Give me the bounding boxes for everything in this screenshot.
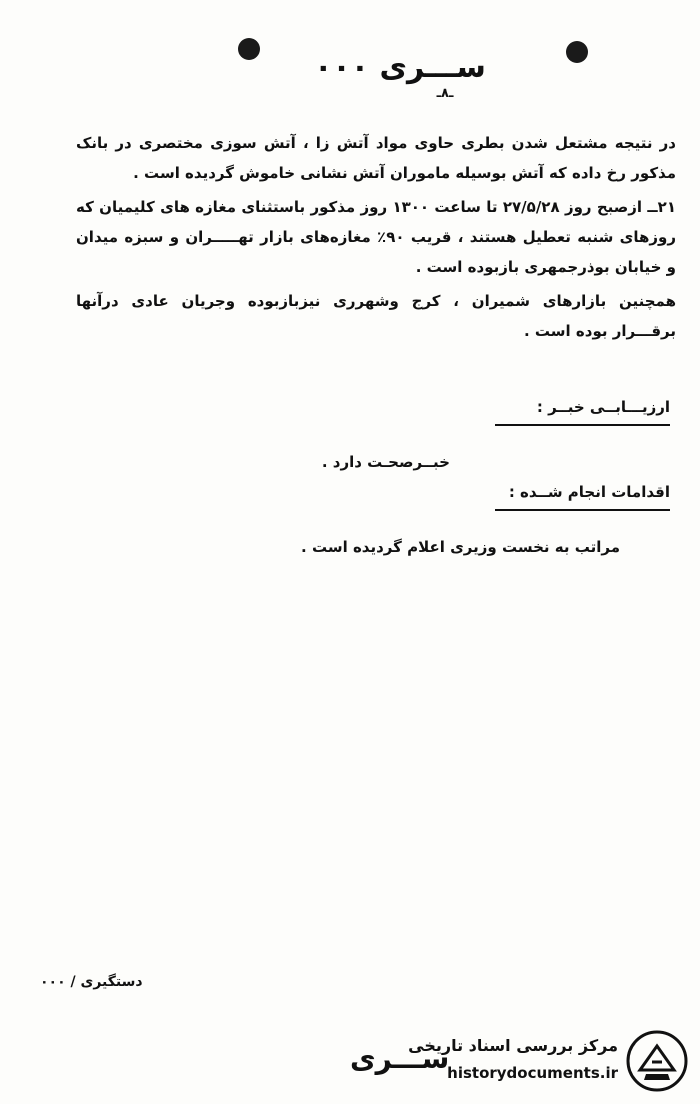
document-body <box>76 128 676 346</box>
evaluation-heading: ارزیـــابــی خبــر : <box>495 398 670 426</box>
actions-text: مراتب به نخست وزیری اعلام گردیده است . <box>301 538 620 556</box>
footer-classification: ســـری <box>350 1042 450 1075</box>
paragraph-other-bazaars: همچنین بازارهای شمیران ، کرج وشهرری نیزبازبوده وجریان عادی درآنها برقـــرار بوده است . <box>76 292 676 340</box>
watermark-center-name: مرکز بررسی اسناد تاریخی <box>408 1036 618 1055</box>
punch-hole-right <box>566 41 588 63</box>
classification-header: ســـری ۰۰۰ <box>314 50 486 85</box>
paragraph-fire-report: در نتیجه مشتعل شدن بطری حاوی مواد آتش زا ، آتش سوزی مختصری در بانک مذکور رخ داده که آتش بوسیله ماموران آتش نشانی خاموش گردیده است . <box>76 134 676 182</box>
watermark <box>400 1030 690 1096</box>
page-number: ـ۸ـ <box>436 86 454 101</box>
archive-logo-icon <box>626 1030 688 1092</box>
actions-heading: اقدامات انجام شــده : <box>495 483 670 511</box>
watermark-url[interactable]: historydocuments.ir <box>447 1064 618 1082</box>
footer-distribution: دستگیری / ۰۰۰ <box>40 974 143 990</box>
paragraph-bazaar-report: ۲۱ــ ازصبح روز ۲۷/۵/۲۸ تا ساعت ۱۳۰۰ روز مذکور باستثنای مغازه های کلیمیان که روزهای شنبه تعطیل هستند ، قریب ۹۰٪ مغازه‌های بازار تهـــــران و سبزه میدان و خیابان بوذرجمهری بازبوده است . <box>76 198 676 276</box>
punch-hole-left <box>238 38 260 60</box>
evaluation-text: خبــرصحـت دارد . <box>321 453 450 471</box>
